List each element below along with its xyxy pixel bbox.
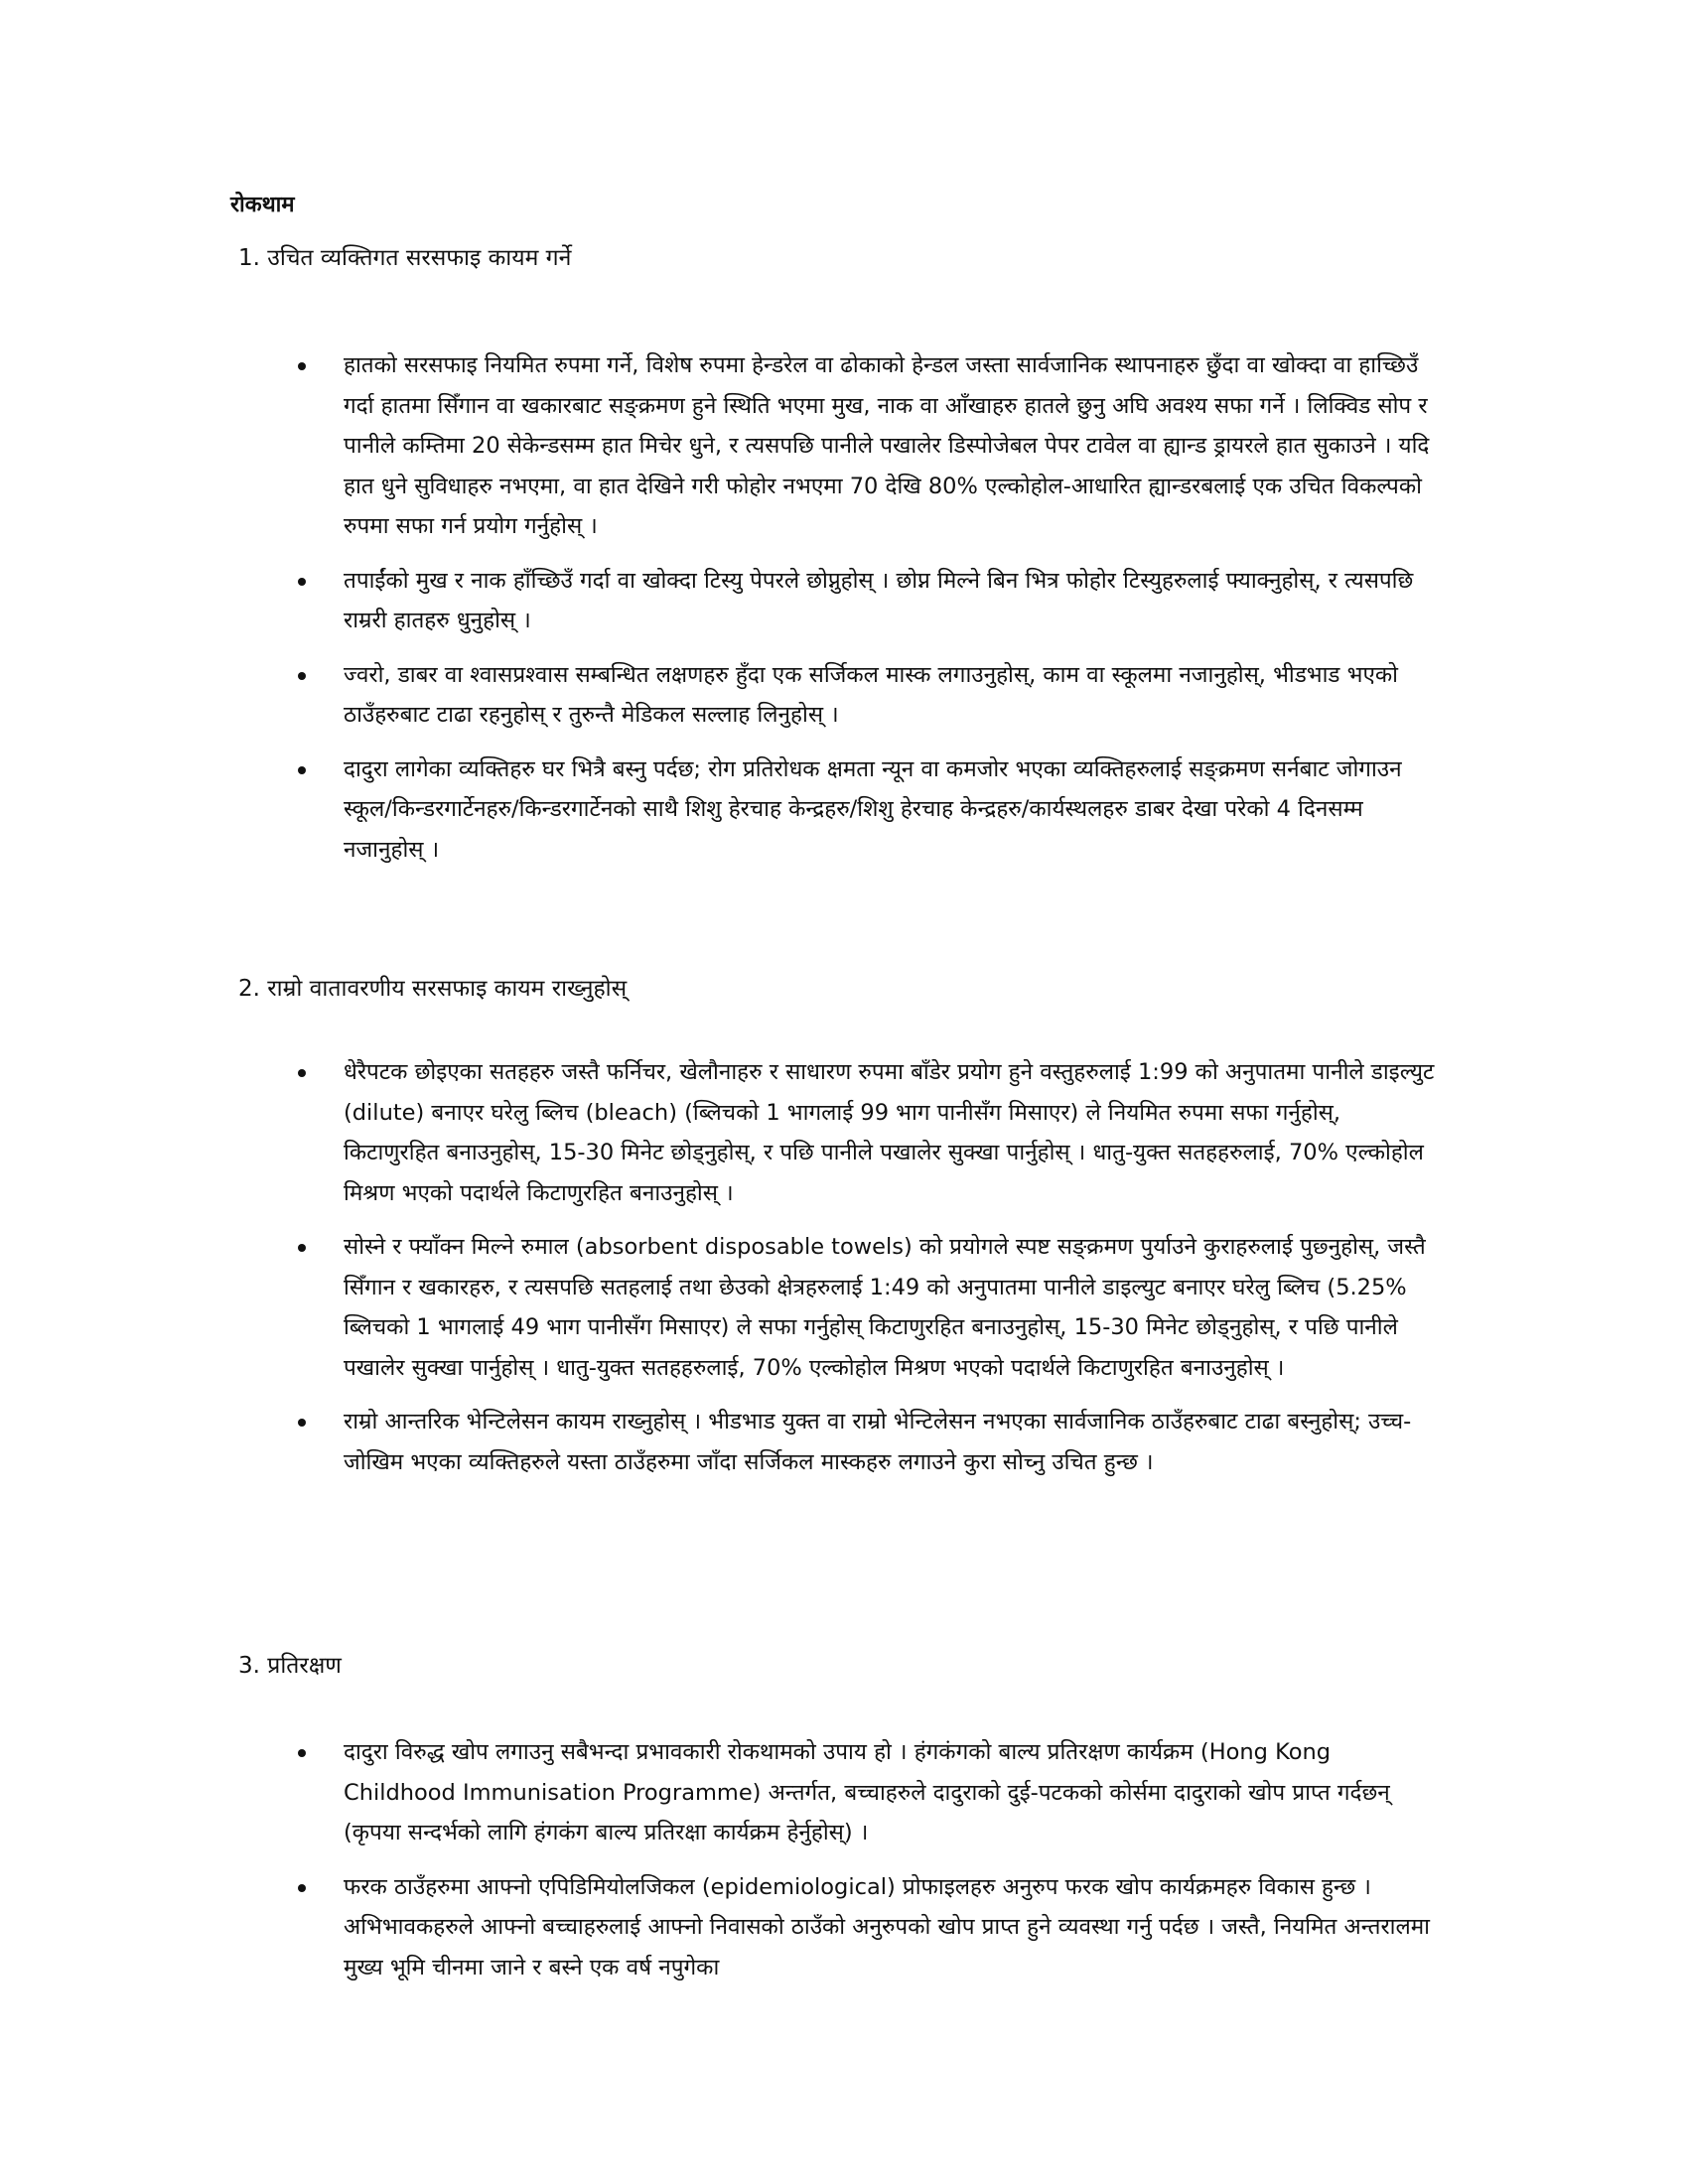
list-item-text: तपाईंको मुख र नाक हाँच्छिउँ गर्दा वा खोक्दा टिस्यु पेपरले छोप्नुहोस् । छोप्न मिल्ने बिन भित्र फोहोर टिस्युहरुलाई फ्याक्नुहोस्, र त्यसपछि राम्ररी हातहरु धुनुहोस् ।	[344, 567, 1414, 633]
section-2-list	[298, 1052, 1440, 1496]
list-item	[298, 345, 1440, 547]
list-item-text: राम्रो आन्तरिक भेन्टिलेसन कायम राख्नुहोस् । भीडभाड युक्त वा राम्रो भेन्टिलेसन नभएका सार्वजानिक ठाउँहरुबाट टाढा बस्नुहोस्; उच्च-जोखिम भएका व्यक्तिहरुले यस्ता ठाउँहरुमा जाँदा सर्जिकल मास्कहरु लगाउने कुरा सोच्नु उचित हुन्छ ।	[344, 1409, 1412, 1475]
section-title-3: 3. प्रतिरक्षण	[238, 1653, 342, 1679]
list-item	[298, 655, 1440, 736]
page-heading: रोकथाम	[230, 193, 295, 217]
bullet-icon	[298, 766, 306, 774]
list-item	[298, 1732, 1440, 1853]
list-item-text: ज्वरो, डाबर वा श्वासप्रश्वास सम्बन्धित लक्षणहरु हुँदा एक सर्जिकल मास्क लगाउनुहोस्, काम वा स्कूलमा नजानुहोस्, भीडभाड भएको ठाउँहरुबाट टाढा रहनुहोस् र तुरुन्तै मेडिकल सल्लाह लिनुहोस् ।	[344, 661, 1398, 728]
list-item-text: दादुरा विरुद्ध खोप लगाउनु सबैभन्दा प्रभावकारी रोकथामको उपाय हो । हंगकंगको बाल्य प्रतिरक्षण कार्यक्रम (Hong Kong Childhood Immunisation Programme) अन्तर्गत, बच्चाहरुले दादुराको दुई-पटकको कोर्समा दादुराको खोप प्राप्त गर्दछन् (कृपया सन्दर्भको लागि हंगकंग बाल्य प्रतिरक्षा कार्यक्रम हेर्नुहोस्) ।	[344, 1739, 1390, 1845]
bullet-icon	[298, 362, 306, 370]
list-item-text: फरक ठाउँहरुमा आफ्नो एपिडिमियोलजिकल (epidemiological) प्रोफाइलहरु अनुरुप फरक खोप कार्यक्रमहरु विकास हुन्छ । अभिभावकहरुले आफ्नो बच्चाहरुलाई आफ्नो निवासको ठाउँको अनुरुपको खोप प्राप्त हुने व्यवस्था गर्नु पर्दछ । जस्तै, नियमित अन्तरालमा मुख्य भूमि चीनमा जाने र बस्ने एक वर्ष नपुगेका	[344, 1873, 1431, 1980]
bullet-icon	[298, 1884, 306, 1892]
list-item-text: सोस्ने र फ्याँक्न मिल्ने रुमाल (absorbent disposable towels) को प्रयोगले स्पष्ट सङ्क्रमण पुर्याउने कुराहरुलाई पुछ्नुहोस्, जस्तै सिँगान र खकारहरु, र त्यसपछि सतहलाई तथा छेउको क्षेत्रहरुलाई 1:49 को अनुपातमा पानीले डाइल्युट बनाएर घरेलु ब्लिच (5.25% ब्लिचको 1 भागलाई 49 भाग पानीसँग मिसाएर) ले सफा गर्नुहोस् किटाणुरहित बनाउनुहोस्, 15-30 मिनेट छोड्नुहोस्, र पछि पानीले पखालेर सुक्खा पार्नुहोस् । धातु-युक्त सतहहरुलाई, 70% एल्कोहोल मिश्रण भएको पदार्थले किटाणुरहित बनाउनुहोस् ।	[344, 1234, 1426, 1381]
bullet-icon	[298, 672, 306, 680]
bullet-icon	[298, 1244, 306, 1252]
bullet-icon	[298, 1069, 306, 1077]
list-item	[298, 1052, 1440, 1213]
list-item	[298, 1867, 1440, 1988]
list-item	[298, 561, 1440, 641]
list-item	[298, 1227, 1440, 1388]
list-item	[298, 750, 1440, 871]
list-item-text: धेरैपटक छोइएका सतहहरु जस्तै फर्निचर, खेलौनाहरु र साधारण रुपमा बाँडेर प्रयोग हुने वस्तुहरुलाई 1:99 को अनुपातमा पानीले डाइल्युट (dilute) बनाएर घरेलु ब्लिच (bleach) (ब्लिचको 1 भागलाई 99 भाग पानीसँग मिसाएर) ले नियमित रुपमा सफा गर्नुहोस्, किटाणुरहित बनाउनुहोस्, 15-30 मिनेट छोड्नुहोस्, र पछि पानीले पखालेर सुक्खा पार्नुहोस् । धातु-युक्त सतहहरुलाई, 70% एल्कोहोल मिश्रण भएको पदार्थले किटाणुरहित बनाउनुहोस् ।	[344, 1059, 1435, 1206]
bullet-icon	[298, 1749, 306, 1757]
section-title-2: 2. राम्रो वातावरणीय सरसफाइ कायम राख्नुहोस्	[238, 976, 628, 1002]
list-item-text: दादुरा लागेका व्यक्तिहरु घर भित्रै बस्नु पर्दछ; रोग प्रतिरोधक क्षमता न्यून वा कमजोर भएका व्यक्तिहरुलाई सङ्क्रमण सर्नबाट जोगाउन स्कूल/किन्डरगार्टेनहरु/किन्डरगार्टेनको साथै शिशु हेरचाह केन्द्रहरु/शिशु हेरचाह केन्द्रहरु/कार्यस्थलहरु डाबर देखा परेको 4 दिनसम्म नजानुहोस् ।	[344, 755, 1402, 863]
section-1-list	[298, 345, 1440, 884]
bullet-icon	[298, 1419, 306, 1427]
section-title-1: 1. उचित व्यक्तिगत सरसफाइ कायम गर्ने	[238, 245, 572, 271]
bullet-icon	[298, 578, 306, 586]
list-item-text: हातको सरसफाइ नियमित रुपमा गर्ने, विशेष रुपमा हेन्डरेल वा ढोकाको हेन्डल जस्ता सार्वजानिक स्थापनाहरु छुँदा वा खोक्दा वा हाच्छिउँ गर्दा हातमा सिँगान वा खकारबाट सङ्क्रमण हुने स्थिति भएमा मुख, नाक वा आँखाहरु हातले छुनु अघि अवश्य सफा गर्ने । लिक्विड सोप र पानीले कम्तिमा 20 सेकेन्डसम्म हात मिचेर धुने, र त्यसपछि पानीले पखालेर डिस्पोजेबल पेपर टावेल वा ह्यान्ड ड्रायरले हात सुकाउने । यदि हात धुने सुविधाहरु नभएमा, वा हात देखिने गरी फोहोर नभएमा 70 देखि 80% एल्कोहोल-आधारित ह्यान्डरबलाई एक उचित विकल्पको रुपमा सफा गर्न प्रयोग गर्नुहोस् ।	[344, 352, 1430, 539]
section-3-list	[298, 1732, 1440, 2001]
list-item	[298, 1402, 1440, 1482]
